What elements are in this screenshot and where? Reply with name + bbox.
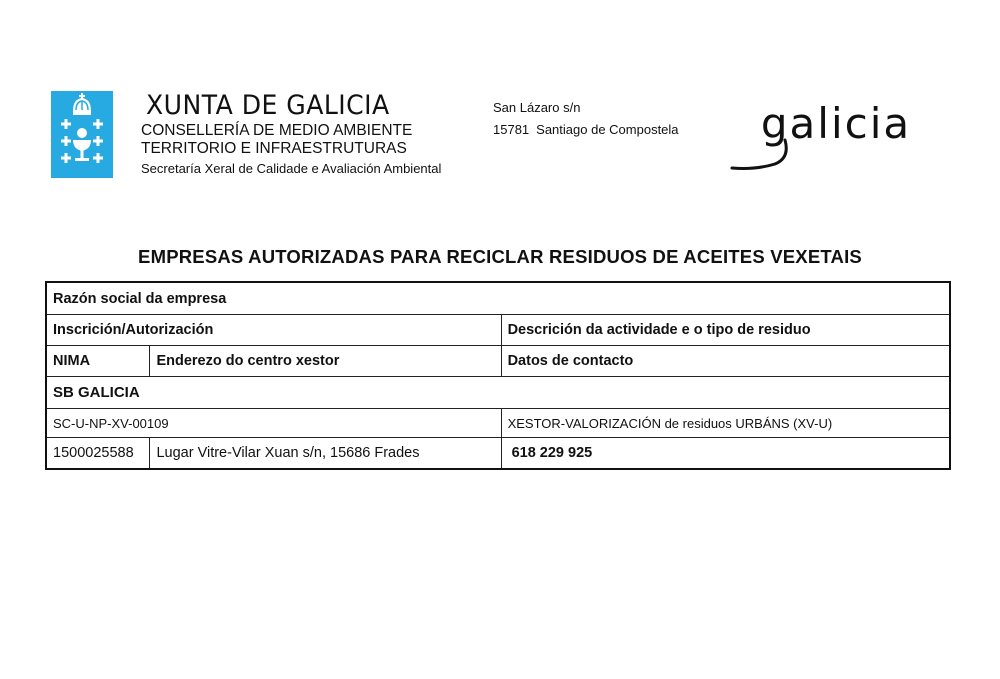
entry-contact-phone: 618 229 925 — [501, 438, 950, 470]
galicia-coat-of-arms-icon — [51, 91, 113, 178]
city: Santiago de Compostela — [536, 122, 679, 137]
header-registration: Inscrición/Autorización — [46, 315, 501, 346]
entry-activity: XESTOR-VALORIZACIÓN de residuos URBÁNS (XV-U) — [501, 409, 950, 438]
department-line-2: TERRITORIO E INFRAESTRUTURAS — [141, 140, 407, 157]
postal-code: 15781 — [493, 122, 530, 137]
street-address: San Lázaro s/n — [493, 100, 581, 115]
entry-company-name: SB GALICIA — [46, 377, 950, 409]
galicia-brand-logo — [730, 98, 945, 176]
organization-name: XUNTA DE GALICIA — [146, 90, 390, 121]
address-block — [493, 97, 686, 141]
entry-nima: 1500025588 — [46, 438, 150, 470]
header-row-registration — [46, 315, 950, 346]
document-title: EMPRESAS AUTORIZADAS PARA RECICLAR RESIDUOS DE ACEITES VEXETAIS — [138, 246, 862, 267]
header-address: Enderezo do centro xestor — [150, 346, 501, 377]
authorized-companies-table — [45, 281, 951, 470]
postal-line — [493, 119, 686, 141]
table-row — [46, 438, 950, 470]
table-row — [46, 409, 950, 438]
secretariat-name: Secretaría Xeral de Calidade e Avaliación Ambiental — [141, 161, 442, 176]
header-nima: NIMA — [46, 346, 150, 377]
header-row-company — [46, 282, 950, 315]
header-contact: Datos de contacto — [501, 346, 950, 377]
header-activity: Descrición da actividade e o tipo de residuo — [501, 315, 950, 346]
department-line-1: CONSELLERÍA DE MEDIO AMBIENTE — [141, 122, 413, 139]
entry-address: Lugar Vitre-Vilar Xuan s/n, 15686 Frades — [150, 438, 501, 470]
galicia-logo-text: galicia — [760, 99, 912, 148]
header-company-name: Razón social da empresa — [46, 282, 950, 315]
department-name — [141, 122, 412, 158]
entry-registration: SC-U-NP-XV-00109 — [46, 409, 501, 438]
table-row — [46, 377, 950, 409]
header-row-contact — [46, 346, 950, 377]
